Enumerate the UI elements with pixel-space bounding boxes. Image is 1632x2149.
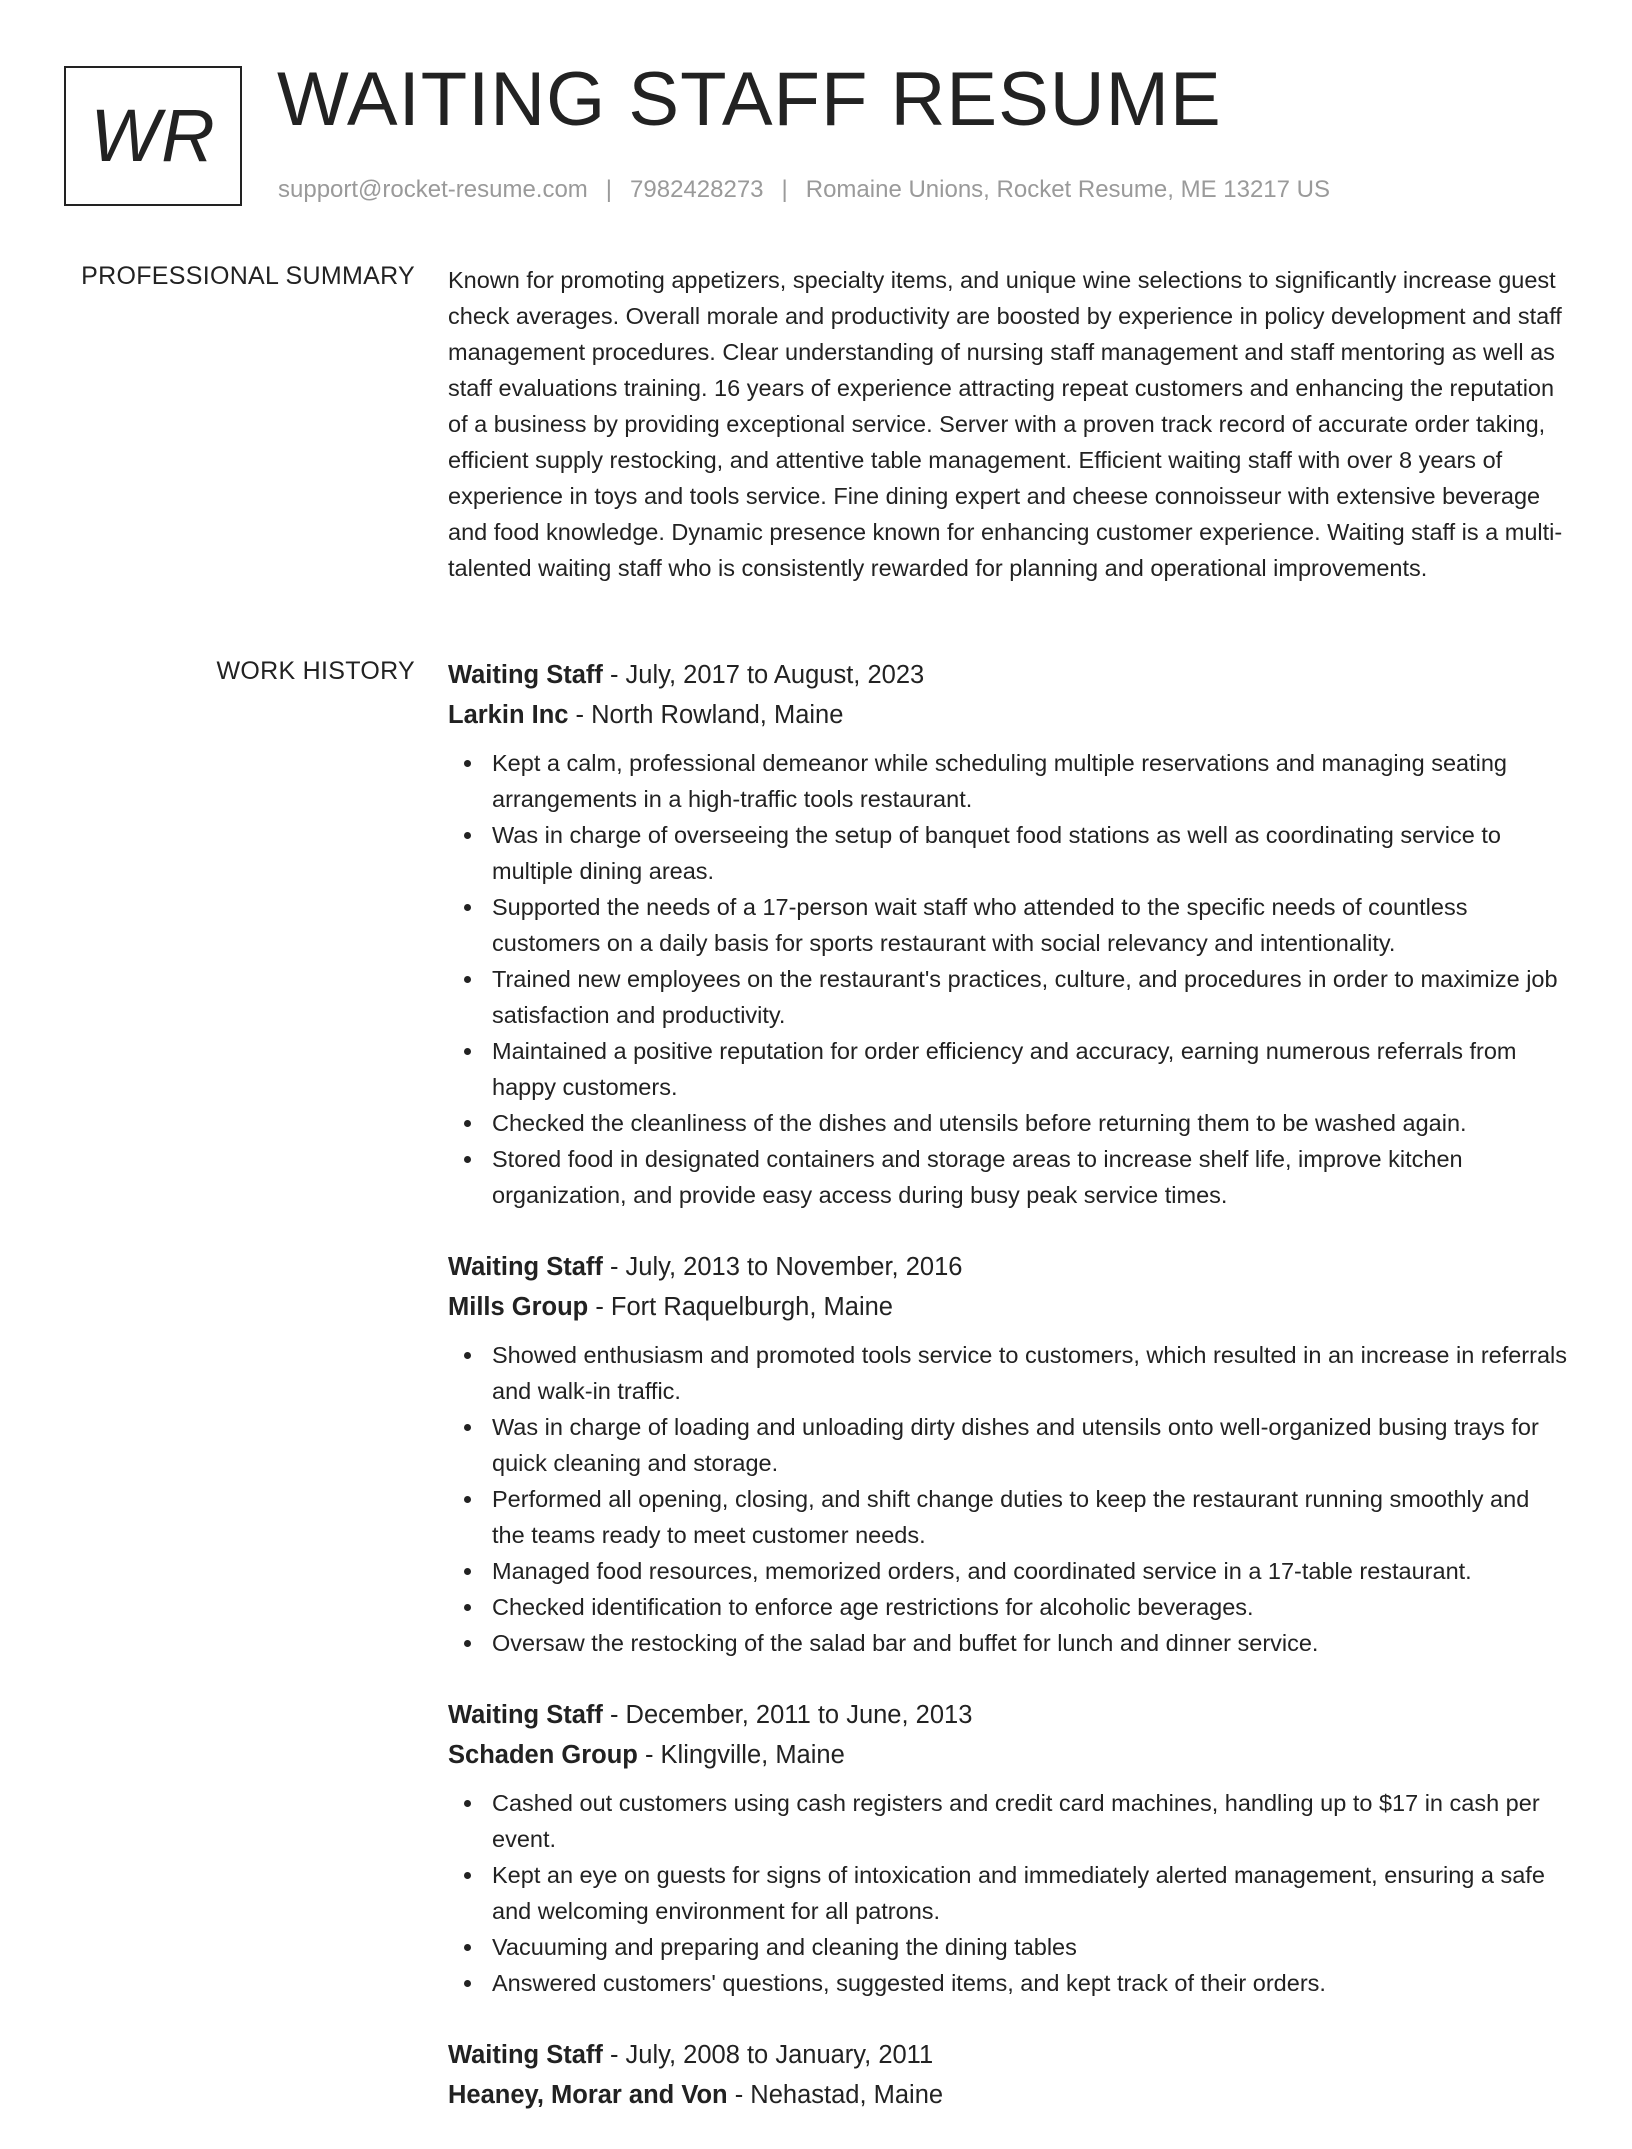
job-company-line	[448, 1287, 1568, 1327]
job-title-line	[448, 1247, 1568, 1287]
work-history-heading: WORK HISTORY	[216, 657, 415, 685]
job-company: Larkin Inc	[448, 701, 569, 729]
bullet-dot-icon	[464, 1980, 471, 1987]
job-duty-text: Checked the cleanliness of the dishes and utensils before returning them to be washed again.	[492, 1110, 1467, 1136]
job-dates: - July, 2013 to November, 2016	[602, 1253, 963, 1281]
job-duty-item	[448, 1929, 1568, 1965]
contact-separator: |	[781, 176, 788, 203]
job-duties-list	[448, 745, 1568, 1213]
job-duty-item	[448, 1965, 1568, 2001]
job-duty-item	[448, 1785, 1568, 1857]
bullet-dot-icon	[464, 832, 471, 839]
bullet-dot-icon	[464, 1800, 471, 1807]
job-dates: - July, 2008 to January, 2011	[602, 2041, 934, 2069]
job-duties-list	[448, 1785, 1568, 2001]
contact-address: Romaine Unions, Rocket Resume, ME 13217 US	[805, 176, 1330, 203]
job-entry	[448, 655, 1568, 1213]
job-duty-item	[448, 1625, 1568, 1661]
bullet-dot-icon	[464, 1156, 471, 1163]
job-location: - Fort Raquelburgh, Maine	[588, 1293, 893, 1321]
bullet-dot-icon	[464, 904, 471, 911]
job-duty-text: Performed all opening, closing, and shift change duties to keep the restaurant running smoothly and the teams ready to meet customer needs.	[492, 1486, 1530, 1548]
job-company-line	[448, 1735, 1568, 1775]
bullet-dot-icon	[464, 1872, 471, 1879]
bullet-dot-icon	[464, 760, 471, 767]
job-title: Waiting Staff	[448, 2041, 603, 2069]
bullet-dot-icon	[464, 1048, 471, 1055]
job-location: - Klingville, Maine	[637, 1741, 845, 1769]
summary-text: Known for promoting appetizers, specialty items, and unique wine selections to significantly increase guest check averages. Overall morale and productivity are boosted by experience in policy development and staff management procedures. Clear understanding of nursing staff management and staff mentoring as well as staff evaluations training. 16 years of experience attracting repeat customers and enhancing the reputation of a business by providing exceptional service. Server with a proven track record of accurate order taking, efficient supply restocking, and attentive table management. Efficient waiting staff with over 8 years of experience in toys and tools service. Fine dining expert and cheese connoisseur with extensive beverage and food knowledge. Dynamic presence known for enhancing customer experience. Waiting staff is a multi-talented waiting staff who is consistently rewarded for planning and operational improvements.	[448, 267, 1563, 581]
job-duty-item	[448, 1589, 1568, 1625]
job-duty-text: Was in charge of loading and unloading dirty dishes and utensils onto well-organized busing trays for quick cleaning and storage.	[492, 1414, 1539, 1476]
bullet-dot-icon	[464, 1496, 471, 1503]
job-duty-text: Cashed out customers using cash registers and credit card machines, handling up to $17 in cash per event.	[492, 1790, 1540, 1852]
job-duty-item	[448, 1553, 1568, 1589]
bullet-dot-icon	[464, 1120, 471, 1127]
bullet-dot-icon	[464, 1604, 471, 1611]
monogram-box	[64, 66, 242, 206]
job-duty-text: Answered customers' questions, suggested items, and kept track of their orders.	[492, 1970, 1326, 1996]
job-title: Waiting Staff	[448, 1701, 603, 1729]
job-duty-item	[448, 1033, 1568, 1105]
job-title-line	[448, 655, 1568, 695]
contact-separator: |	[605, 176, 613, 203]
job-duty-item	[448, 889, 1568, 961]
job-duty-item	[448, 1857, 1568, 1929]
job-duty-text: Maintained a positive reputation for order efficiency and accuracy, earning numerous referrals from happy customers.	[492, 1038, 1517, 1100]
job-title: Waiting Staff	[448, 1253, 603, 1281]
job-duty-text: Checked identification to enforce age restrictions for alcoholic beverages.	[492, 1594, 1254, 1620]
job-duty-text: Kept a calm, professional demeanor while scheduling multiple reservations and managing seating arrangements in a high-traffic tools restaurant.	[492, 750, 1507, 812]
job-company-line	[448, 695, 1568, 735]
job-duty-text: Vacuuming and preparing and cleaning the dining tables	[492, 1934, 1077, 1960]
job-duties-list	[448, 1337, 1568, 1661]
job-duty-item	[448, 1481, 1568, 1553]
job-duty-item	[448, 961, 1568, 1033]
job-dates: - July, 2017 to August, 2023	[602, 661, 925, 689]
job-duty-text: Oversaw the restocking of the salad bar and buffet for lunch and dinner service.	[492, 1630, 1319, 1656]
job-location: - Nehastad, Maine	[727, 2081, 944, 2109]
contact-line	[278, 176, 1330, 204]
job-duty-text: Managed food resources, memorized orders, and coordinated service in a 17-table restaurant.	[492, 1558, 1472, 1584]
job-duty-text: Supported the needs of a 17-person wait staff who attended to the specific needs of countless customers on a daily basis for sports restaurant with social relevancy and intentionality.	[492, 894, 1468, 956]
job-entry	[448, 1247, 1568, 1661]
job-duty-text: Showed enthusiasm and promoted tools service to customers, which resulted in an increase in referrals and walk-in traffic.	[492, 1342, 1567, 1404]
work-history-list	[448, 655, 1568, 2149]
bullet-dot-icon	[464, 1640, 471, 1647]
contact-email: support@rocket-resume.com	[278, 176, 588, 203]
job-duty-text: Was in charge of overseeing the setup of banquet food stations as well as coordinating service to multiple dining areas.	[492, 822, 1501, 884]
job-duty-item	[448, 1141, 1568, 1213]
job-entry	[448, 1695, 1568, 2001]
job-duty-item	[448, 1105, 1568, 1141]
bullet-dot-icon	[464, 1424, 471, 1431]
job-duty-item	[448, 1337, 1568, 1409]
job-company: Mills Group	[448, 1293, 589, 1321]
job-entry	[448, 2035, 1568, 2115]
job-company: Heaney, Morar and Von	[448, 2081, 728, 2109]
job-title-line	[448, 1695, 1568, 1735]
summary-heading: PROFESSIONAL SUMMARY	[81, 262, 415, 290]
job-duty-text: Kept an eye on guests for signs of intoxication and immediately alerted management, ensuring a safe and welcoming environment for all patrons.	[492, 1862, 1545, 1924]
bullet-dot-icon	[464, 1568, 471, 1575]
job-location: - North Rowland, Maine	[568, 701, 844, 729]
bullet-dot-icon	[464, 976, 471, 983]
job-company: Schaden Group	[448, 1741, 638, 1769]
contact-phone: 7982428273	[630, 176, 764, 203]
job-duty-item	[448, 745, 1568, 817]
job-company-line	[448, 2075, 1568, 2115]
job-title: Waiting Staff	[448, 661, 603, 689]
job-duty-item	[448, 817, 1568, 889]
bullet-dot-icon	[464, 1944, 471, 1951]
job-duty-text: Stored food in designated containers and storage areas to increase shelf life, improve kitchen organization, and provide easy access during busy peak service times.	[492, 1146, 1463, 1208]
job-duty-text: Trained new employees on the restaurant's practices, culture, and procedures in order to maximize job satisfaction and productivity.	[492, 966, 1558, 1028]
resume-title: WAITING STAFF RESUME	[277, 57, 1222, 142]
bullet-dot-icon	[464, 1352, 471, 1359]
job-title-line	[448, 2035, 1568, 2075]
job-dates: - December, 2011 to June, 2013	[602, 1701, 973, 1729]
job-duty-item	[448, 1409, 1568, 1481]
monogram-initials: WR	[90, 94, 216, 177]
